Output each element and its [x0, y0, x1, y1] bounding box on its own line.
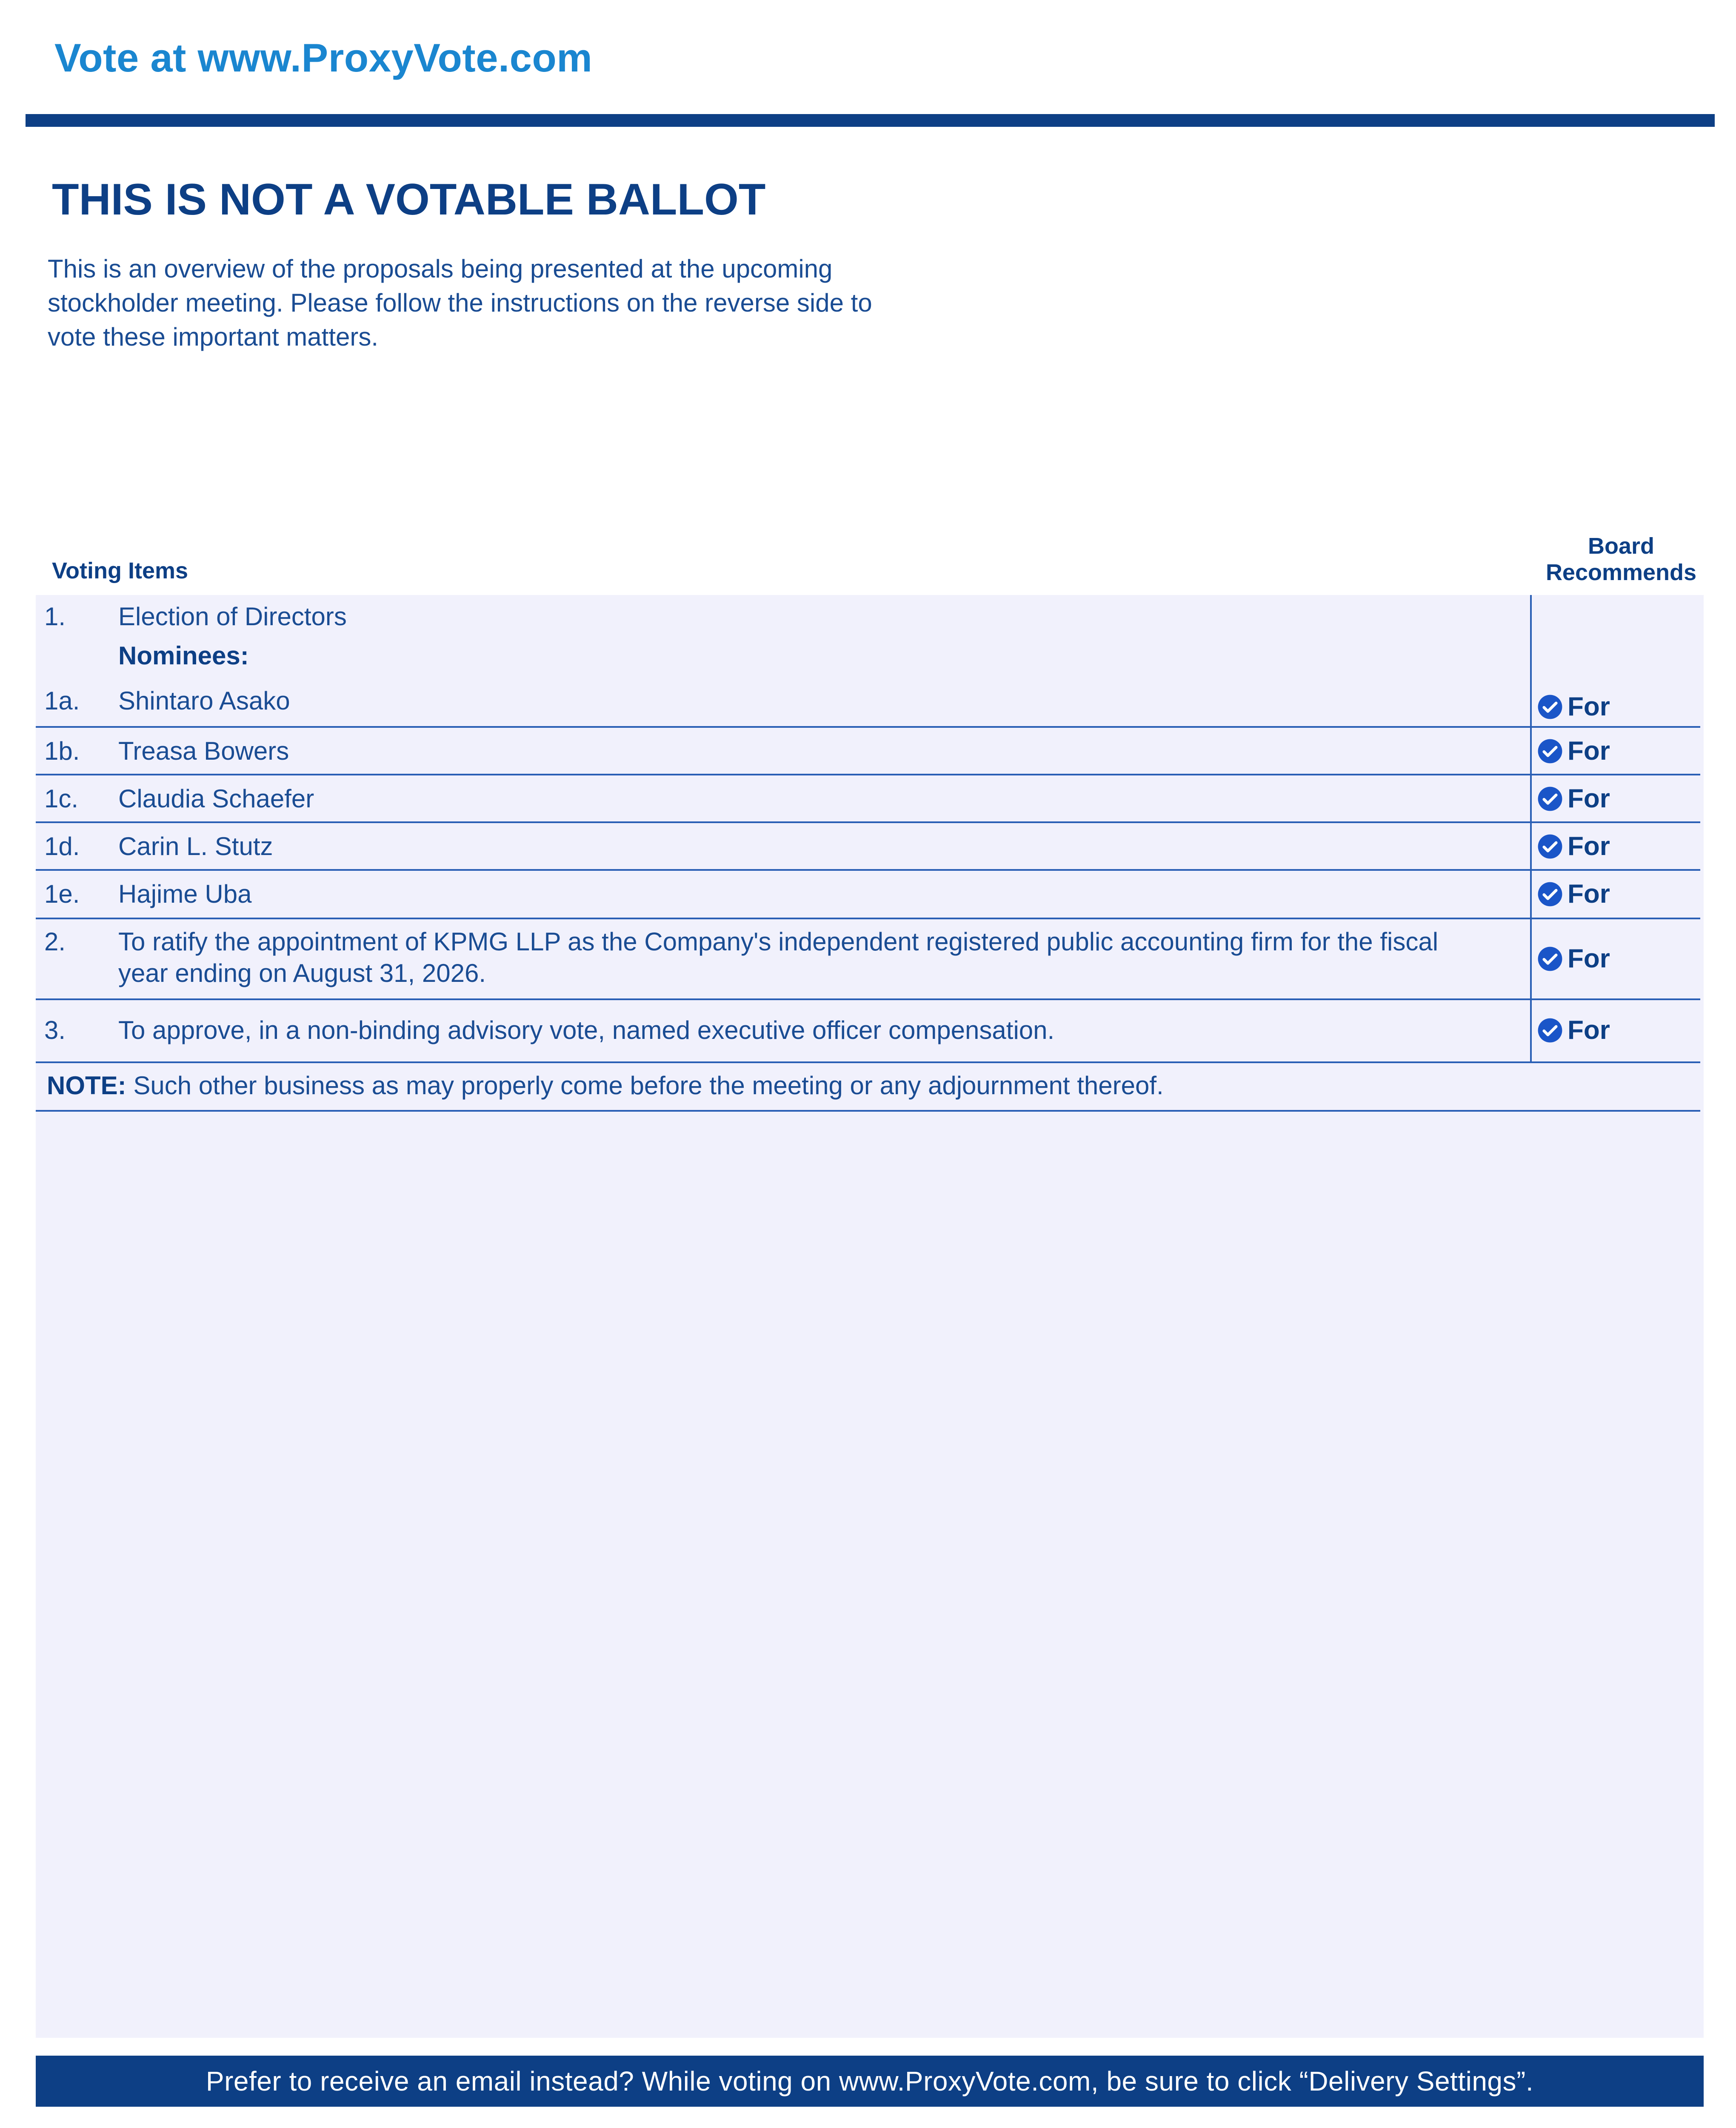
item-text: Shintaro Asako	[118, 686, 290, 715]
check-circle-icon	[1537, 1017, 1563, 1044]
intro-text: This is an overview of the proposals being presented at the upcoming stockholder meeting. Please follow the instructions on the reverse side to vote these important matters.	[48, 255, 872, 351]
voting-items-header: Voting Items	[52, 558, 188, 583]
header-divider	[26, 114, 1715, 127]
item-number: 1c.	[44, 784, 79, 813]
check-circle-icon	[1537, 786, 1563, 812]
recommendation	[1537, 943, 1610, 975]
recommendation	[1537, 735, 1610, 767]
nominees-label: Nominees:	[118, 641, 249, 670]
item-text: Treasa Bowers	[118, 737, 289, 765]
item-number: 2.	[44, 927, 66, 956]
check-circle-icon	[1537, 738, 1563, 764]
header-title: Vote at www.ProxyVote.com	[54, 35, 593, 80]
check-circle-icon	[1537, 881, 1563, 907]
item-number: 1.	[44, 602, 66, 631]
recommendation	[1537, 878, 1610, 910]
check-circle-icon	[1537, 694, 1563, 720]
item-number: 3.	[44, 1016, 66, 1044]
recommendation-label: For	[1568, 784, 1610, 813]
recommendation	[1537, 783, 1610, 815]
item-number: 1d.	[44, 832, 80, 861]
board-recommends-line1: Board	[1588, 533, 1654, 559]
row-divider	[36, 726, 1700, 728]
ballot-heading: THIS IS NOT A VOTABLE BALLOT	[52, 175, 766, 224]
row-divider	[36, 869, 1700, 871]
recommendation-label: For	[1568, 944, 1610, 973]
recommendation	[1537, 831, 1610, 862]
row-divider	[36, 1061, 1700, 1063]
item-number: 1b.	[44, 737, 80, 765]
row-divider	[36, 774, 1700, 775]
note-label: NOTE:	[47, 1071, 126, 1100]
recommendation-label: For	[1568, 832, 1610, 861]
item-text: Carin L. Stutz	[118, 832, 273, 861]
row-divider	[36, 998, 1700, 1000]
item-text: Hajime Uba	[118, 880, 252, 908]
recommendation-label: For	[1568, 1015, 1610, 1045]
row-divider	[36, 821, 1700, 823]
footer-banner: Prefer to receive an email instead? While voting on www.ProxyVote.com, be sure to click “Delivery Settings”.	[36, 2056, 1704, 2107]
board-recommends-header	[1528, 533, 1715, 586]
check-circle-icon	[1537, 946, 1563, 972]
item-number: 1a.	[44, 686, 80, 715]
item-number: 1e.	[44, 880, 80, 908]
note	[47, 1070, 1164, 1101]
item-text: To ratify the appointment of KPMG LLP as the Company's independent registered public accounting firm for the fiscal year ending on August 31, 2026.	[118, 927, 1439, 987]
recommendation	[1537, 1015, 1610, 1046]
note-text: Such other business as may properly come before the meeting or any adjournment thereof.	[133, 1071, 1164, 1100]
recommend-column-divider	[1530, 595, 1532, 1062]
row-divider	[36, 918, 1700, 919]
check-circle-icon	[1537, 833, 1563, 860]
item-text: Election of Directors	[118, 602, 347, 631]
recommendation	[1537, 691, 1610, 723]
item-text: Claudia Schaefer	[118, 784, 314, 813]
recommendation-label: For	[1568, 736, 1610, 766]
note-divider	[36, 1110, 1700, 1112]
board-recommends-line2: Recommends	[1545, 560, 1697, 585]
recommendation-label: For	[1568, 692, 1610, 721]
item-text: To approve, in a non-binding advisory vote, named executive officer compensation.	[118, 1016, 1055, 1044]
recommendation-label: For	[1568, 879, 1610, 909]
